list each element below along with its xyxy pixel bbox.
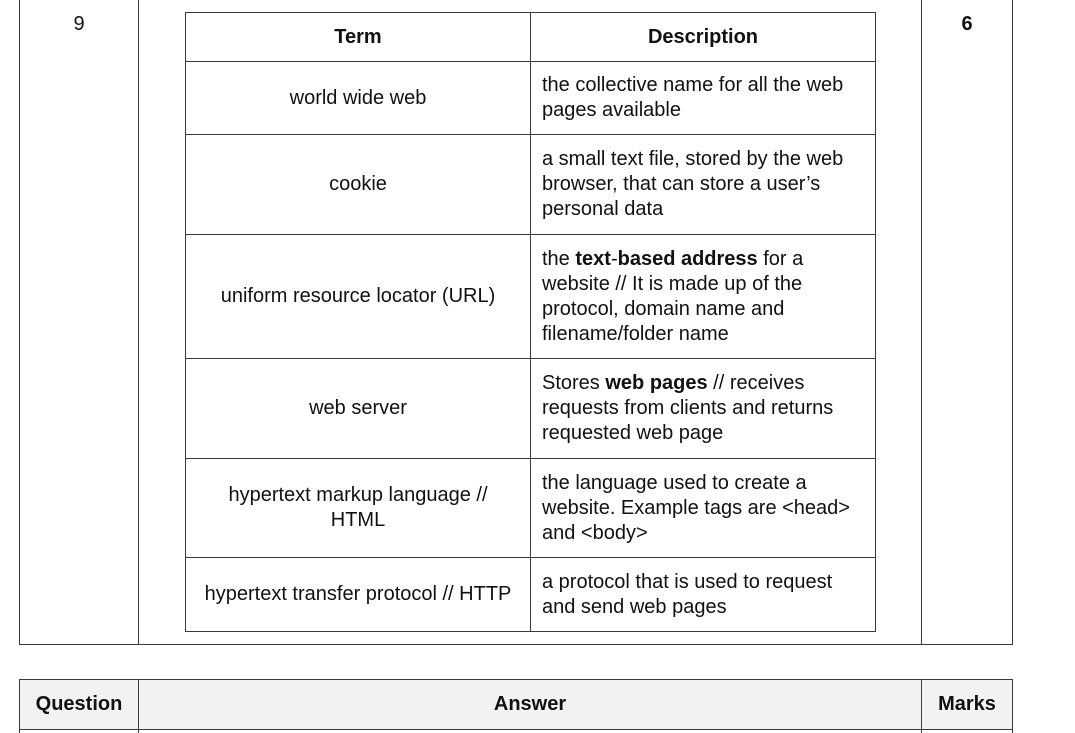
- description-text: the language used to create a website. Example tags are <head> and <body>: [542, 471, 850, 544]
- term-cell: cookie: [186, 135, 531, 235]
- description-cell: [531, 359, 876, 459]
- term-cell: hypertext markup language // HTML: [186, 459, 531, 558]
- description-cell: [531, 235, 876, 359]
- header-bottom-border: [19, 729, 1013, 730]
- description-emphasis: text: [575, 247, 611, 270]
- table-row: [186, 62, 876, 135]
- term-cell: web server: [186, 359, 531, 459]
- description-cell: [531, 62, 876, 135]
- header-term: Term: [186, 13, 531, 62]
- description-cell: [531, 459, 876, 558]
- frame-right-border: [1012, 0, 1013, 645]
- header-description: Description: [531, 13, 876, 62]
- question-number: 9: [73, 13, 85, 35]
- description-text: for a website // It is made up of the protocol, domain name and filename/folder name: [542, 247, 804, 345]
- marks-value: 6: [961, 13, 973, 35]
- frame-left-border: [19, 0, 20, 645]
- header-marks: Marks: [938, 693, 996, 715]
- description-text: the: [542, 247, 576, 270]
- table-row: [186, 235, 876, 359]
- description-text: Stores: [542, 372, 606, 394]
- table-row: [186, 135, 876, 235]
- description-text: the collective name for all the web pages available: [542, 74, 844, 121]
- description-text: // receives requests from clients and returns requested web page: [542, 372, 834, 444]
- table-row: [186, 558, 876, 632]
- header-right-border: [1012, 679, 1013, 733]
- description-cell: [531, 558, 876, 632]
- table-row: [186, 459, 876, 558]
- frame-divider-question: [138, 0, 139, 645]
- term-cell: hypertext transfer protocol // HTTP: [186, 558, 531, 632]
- frame-divider-marks: [921, 0, 922, 645]
- frame-bottom-border: [19, 644, 1013, 645]
- description-text: -: [610, 247, 618, 270]
- description-text: a protocol that is used to request and send web pages: [542, 570, 833, 618]
- term-cell: world wide web: [186, 62, 531, 135]
- header-answer: Answer: [493, 693, 567, 715]
- description-cell: [531, 135, 876, 235]
- description-emphasis: based address: [617, 247, 758, 270]
- description-emphasis: web pages: [605, 372, 708, 394]
- term-cell: uniform resource locator (URL): [186, 235, 531, 359]
- table-row: [186, 359, 876, 459]
- header-question: Question: [35, 693, 123, 715]
- description-text: a small text file, stored by the web browser, that can store a user’s personal data: [542, 148, 844, 220]
- terms-table: [185, 12, 876, 632]
- terms-table-header-row: [186, 13, 876, 62]
